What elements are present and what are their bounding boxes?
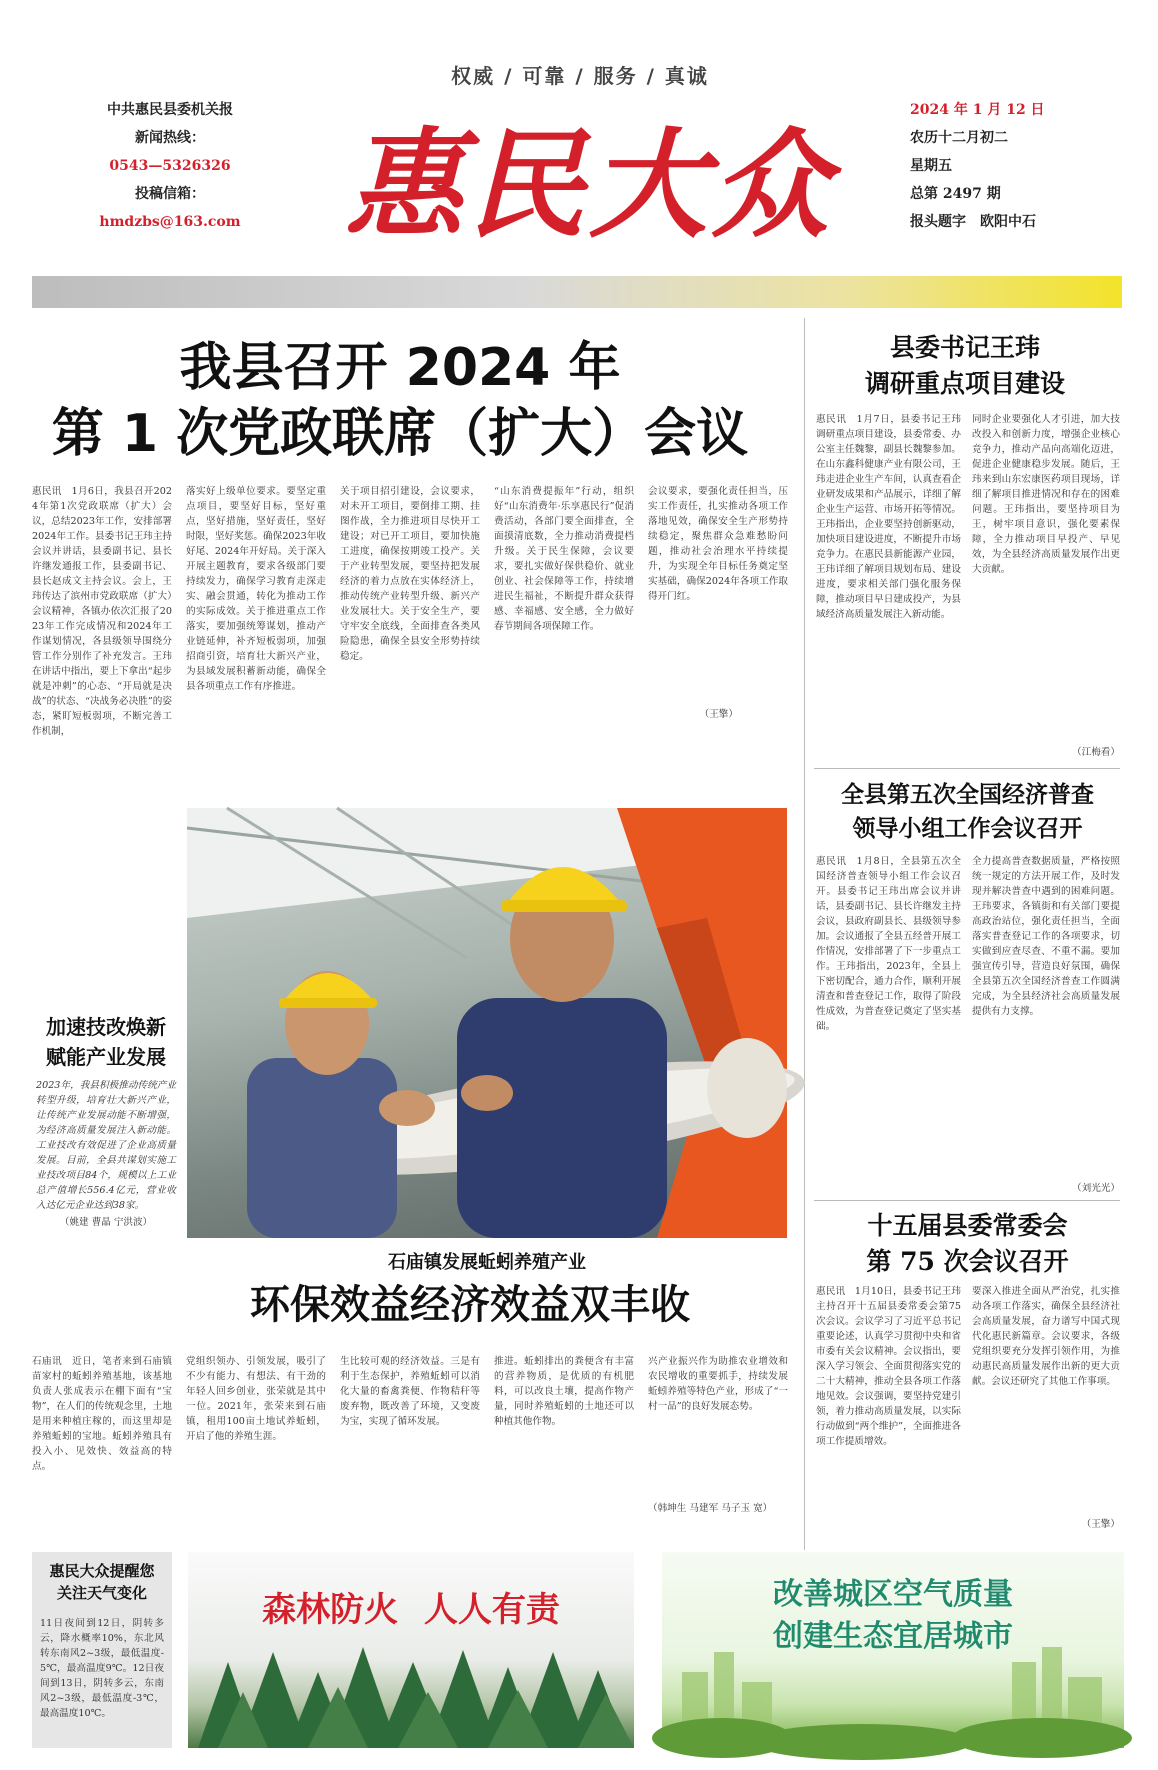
factory-workers-photo [187, 808, 787, 1238]
bottom-col-3: 生比较可观的经济效益。三是有利于生态保护，养殖蚯蚓可以消化大量的畜禽粪便、作物秸秆等废弃物，既改善了环境，又变废为宝，实现了循环发展。 [340, 1356, 480, 1427]
side2-author: （刘光光） [1072, 1183, 1120, 1194]
issue-date: 2024 年 1 月 12 日 [910, 102, 1045, 118]
main-article-author: （王擎） [699, 709, 738, 720]
weather-box [32, 1552, 172, 1748]
factory-workers-illustration [187, 808, 787, 1238]
masthead-right-info [910, 96, 1110, 236]
side3-col-1: 惠民讯 1月10日，县委书记王玮主持召开十五届县委常委会第75次会议。会议学习了习近平总书记重要论述，认真学习贯彻中央和省市委有关会议精神。会议指出，要深入学习领会、全面贯彻落实党的二十大精神，推动全县各项工作落地见效。会议强调，要坚持党建引领，着力推动高质量发展，以实际行动做到“两个维护”，全面推进各项工作提质增效。 [816, 1286, 961, 1447]
weather-title [32, 1560, 172, 1604]
masthead-org: 中共惠民县委机关报 [107, 102, 233, 118]
main-headline[interactable] [40, 335, 760, 467]
side3-author: （王擎） [1081, 1519, 1120, 1530]
side3-headline-line2: 第 75 次会议召开 [866, 1247, 1069, 1276]
feature-author: （姚建 曹晶 宁洪波） [59, 1217, 153, 1228]
side1-headline[interactable] [815, 330, 1115, 402]
air-quality-slogan [662, 1574, 1124, 1658]
side-divider-2 [814, 1200, 1120, 1201]
main-article-col-4: “山东消费提振年”行动，组织好“山东消费年·乐享惠民行”促消费活动，各部门要全面排查，全面摸清底数，全力推动消费提档升级。关于民生保障，会议要求，要扎实做好保供稳价、就业创业、社会保障等工作，持续增进民生福祉，不断提升群众获得感、幸福感、安全感，全力做好春节期间各项保障工作。 [494, 486, 634, 632]
air-quality-banner [662, 1552, 1124, 1748]
main-article-col-3: 关于项目招引建设，会议要求，对未开工项目，要倒排工期、挂图作战，全力推进项目尽快开工建设；对已开工项目，要加快施工进度，确保按期竣工投产。关于产业转型发展，要坚持把发展经济的着力点放在实体经济上，推动传统产业转型升级、新兴产业发展壮大。关于安全生产，要守牢安全底线，全面排查各类风险隐患，确保全县安全形势持续稳定。 [340, 486, 480, 662]
hotline-number: 0543—5326326 [109, 158, 231, 174]
weekday: 星期五 [910, 158, 952, 174]
bottom-col-5: 兴产业振兴作为助推农业增效和农民增收的重要抓手，持续发展蚯蚓养殖等特色产业，形成了“一村一品”的良好发展态势。 [648, 1356, 788, 1412]
masthead-slogan: 权威 / 可靠 / 服务 / 真诚 [451, 64, 709, 88]
bottom-col-2: 党组织领办、引领发展，吸引了不少有能力、有想法、有干劲的年轻人回乡创业，张荣就是其中一位。2021年，张荣来到石庙镇，租用100亩土地试养蚯蚓，开启了他的养殖生涯。 [186, 1356, 326, 1442]
side3-headline-line1: 十五届县委常委会 [867, 1211, 1068, 1240]
weather-body: 11日夜间到12日，阴转多云，降水概率10%，东北风转东南风2~3级，最低温度-5℃，最高温度9℃。12日夜间到13日，阴转多云，东南风2~3级，最低温度-3℃，最高温度10℃。 [40, 1618, 164, 1719]
logo-text: 惠民大众 [345, 115, 834, 254]
issue-number: 总第 2497 期 [910, 186, 1001, 202]
newspaper-logo [345, 100, 834, 270]
side1-headline-line1: 县委书记王玮 [889, 333, 1040, 362]
lunar-date: 农历十二月初二 [910, 130, 1008, 146]
bottom-headline[interactable]: 环保效益经济效益双丰收 [250, 1281, 690, 1328]
air-slogan-line2: 创建生态宜居城市 [773, 1619, 1013, 1654]
bottom-col-4: 推进。蚯蚓排出的粪便含有丰富的营养物质，是优质的有机肥料，可以改良土壤，提高作物产量，同时养殖蚯蚓的土地还可以种植其他作物。 [494, 1356, 634, 1427]
masthead-rule [32, 276, 1122, 308]
side2-col-1: 惠民讯 1月8日，全县第五次全国经济普查领导小组工作会议召开。县委书记王玮出席会议并讲话，县委副书记、县长许继发主持会议，县政府副县长、县级领导参加。会议通报了全县五经普开展工作情况，安排部署了下一步重点工作。王玮指出，2023年，全县上下密切配合，通力合作，顺利开展清查和普查登记工作，取得了阶段性成效，为普查登记奠定了坚实基础。 [816, 856, 961, 1032]
forest-slogan-part2: 人人有责 [423, 1590, 560, 1630]
bottom-col-1: 石庙讯 近日，笔者来到石庙镇苗家村的蚯蚓养殖基地，该基地负责人张成表示在棚下面有“宝物”，在人们的传统观念里，土地是用来种植庄稼的，而这里却是养殖蚯蚓的宝地。蚯蚓养殖具有投入小、见效快、效益高的特点。 [32, 1356, 172, 1472]
weather-title-line2: 关注天气变化 [56, 1584, 147, 1602]
side3-headline[interactable] [815, 1208, 1120, 1280]
main-headline-line2: 第 1 次党政联席（扩大）会议 [51, 404, 749, 464]
calligrapher-credit: 报头题字 欧阳中石 [910, 214, 1036, 230]
main-article-col-1: 惠民讯 1月6日，我县召开2024年第1次党政联席（扩大）会议，总结2023年工作，安排部署2024年工作。县委书记王玮主持会议并讲话，县委副书记、县长许继发通报工作，县委副书记、县长赵成文主持会议。会上，王玮传达了滨州市党政联席（扩大）会议精神，各镇办依次汇报了2023年工作完成情况和2024年工作谋划情况，各县级领导围绕分管工作分别作了补充发言。王玮在讲话中指出，要上下拿出“起步就是冲刺”的心态、“开局就是决战”的状态、“决战务必决胜”的姿态，紧盯短板弱项，不断完善工作机制， [32, 486, 172, 737]
forest-slogan-part1: 森林防火 [262, 1590, 399, 1630]
bottom-kicker: 石庙镇发展蚯蚓养殖产业 [388, 1252, 586, 1273]
forest-fire-banner [188, 1552, 634, 1748]
email-address: hmdzbs@163.com [99, 214, 241, 230]
side2-headline-line2: 领导小组工作会议召开 [852, 815, 1083, 842]
forest-fire-slogan [188, 1582, 634, 1631]
side2-headline-line1: 全县第五次全国经济普查 [841, 781, 1094, 808]
side-divider-1 [814, 768, 1120, 769]
weather-title-line1: 惠民大众提醒您 [49, 1562, 155, 1580]
main-article-col-5: 会议要求，要强化责任担当，压实工作责任，扎实推动各项工作落地见效，确保安全生产形势持续稳定，聚焦群众急难愁盼问题，推动社会治理水平持续提升，为实现全年目标任务奠定坚实基础，确保2024年各项工作取得开门红。 [648, 486, 788, 602]
hotline-label: 新闻热线： [135, 130, 205, 146]
bottom-author: （韩坤生 马建军 马子玉 宽） [648, 1503, 773, 1514]
side1-col-2: 同时企业要强化人才引进，加大技改投入和创新力度，增强企业核心竞争力，推动产品向高端化迈进，促进企业健康稳步发展。随后，王玮来到山东宏康医药项目现场，详细了解项目推进情况和存在的困难问题。王玮指出，要坚持项目为王，树牢项目意识，强化要素保障，全力推动项目早投产、早见效，为全县经济高质量发展作出更大贡献。 [972, 414, 1120, 575]
side1-headline-line2: 调研重点项目建设 [864, 369, 1065, 398]
email-label: 投稿信箱： [135, 186, 205, 202]
air-slogan-line1: 改善城区空气质量 [773, 1577, 1013, 1612]
feature-headline-line2: 赋能产业发展 [46, 1045, 166, 1069]
masthead-left-info [80, 96, 260, 236]
side1-author: （江梅看） [1072, 747, 1120, 758]
main-article-col-2: 落实好上级单位要求。要坚定重点项目，要坚好目标，坚好重点，坚好措施，坚好责任，坚好时限，坚好奖惩。确保2023年收好尾、2024年开好局。关于深入开展主题教育，要求各级部门要持续发力，确保学习教育走深走实、融会贯通，转化为推动工作的实际成效。关于推进重点工作落实，要加强统筹谋划，推动产业链延伸，补齐短板弱项，加强招商引资，培育壮大新兴产业，为县域发展积蓄新动能，确保全县各项重点工作有序推进。 [186, 486, 326, 692]
side2-headline[interactable] [810, 778, 1125, 846]
column-separator [804, 318, 805, 1550]
side3-col-2: 要深入推进全面从严治党，扎实推动各项工作落实，确保全县经济社会高质量发展，奋力谱写中国式现代化惠民新篇章。会议要求，各级党组织要充分发挥引领作用，为推动惠民高质量发展作出新的更大贡献。会议还研究了其他工作事项。 [972, 1286, 1120, 1387]
feature-body: 2023年，我县积极推动传统产业转型升级，培育壮大新兴产业，让传统产业发展动能不断增强，为经济高质量发展注入新动能。工业技改有效促进了企业高质量发展。目前，全县共谋划实施工业技改项目84个，规模以上工业总产值增长556.4亿元，营业收入达亿元企业达到38家。 [36, 1080, 176, 1211]
feature-headline[interactable] [32, 1012, 180, 1072]
main-headline-line1: 我县召开 2024 年 [179, 338, 621, 398]
side1-col-1: 惠民讯 1月7日，县委书记王玮调研重点项目建设，县委常委、办公室主任魏黎，副县长魏黎参加。在山东鑫科健康产业有限公司，王玮走进企业生产车间，认真查看企业研发成果和产品展示，详细了解企业生产运营、市场开拓等情况。王玮指出，企业要坚持创新驱动，加快项目建设进度，不断提升市场竞争力。在惠民县新能源产业园，王玮详细了解项目规划布局、建设进度，要求相关部门强化服务保障，推动项目早日建成投产，为县域经济高质量发展注入新动能。 [816, 414, 961, 620]
feature-headline-line1: 加速技改焕新 [46, 1015, 166, 1039]
side2-col-2: 全力提高普查数据质量，严格按照统一规定的方法开展工作，及时发现并解决普查中遇到的困难问题。王玮要求，各镇街和有关部门要提高政治站位，强化责任担当，全面落实普查登记工作的各项要求，切实做到应查尽查、不重不漏。要加强宣传引导，营造良好氛围，确保全县第五次全国经济普查工作圆满完成，为全县经济社会高质量发展提供有力支撑。 [972, 856, 1120, 1017]
